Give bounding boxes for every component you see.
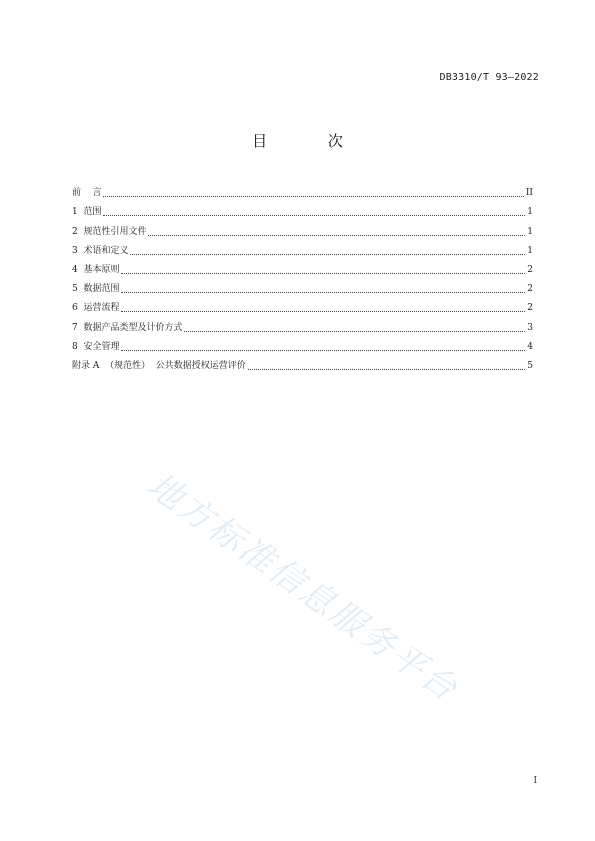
toc-entry-page: II	[525, 188, 533, 199]
toc-entry-label: 6 运营流程	[72, 303, 120, 314]
toc-entry-terms-definitions[interactable]	[72, 238, 533, 257]
toc-entry-appendix-a[interactable]	[72, 353, 533, 372]
toc-entry-label: 5 数据范围	[72, 284, 120, 295]
toc-entry-page: 1	[527, 226, 533, 237]
toc-entry-basic-principles[interactable]	[72, 257, 533, 276]
document-code: DB3310/T 93—2022	[439, 72, 539, 83]
toc-entry-page: 3	[527, 322, 533, 333]
toc-entry-data-scope[interactable]	[72, 276, 533, 295]
toc-entry-page: 1	[527, 207, 533, 218]
toc-entry-scope[interactable]	[72, 199, 533, 218]
toc-entry-page: 5	[527, 360, 533, 371]
toc-entry-label: 1 范围	[72, 207, 102, 218]
toc-entry-label: 前 言	[72, 188, 102, 199]
toc-entry-foreword[interactable]	[72, 180, 533, 199]
toc-dot-leader	[121, 350, 525, 351]
toc-entry-page: 1	[527, 245, 533, 256]
toc-dot-leader	[121, 292, 525, 293]
toc-dot-leader	[184, 331, 525, 332]
toc-entry-page: 2	[527, 284, 533, 295]
toc-dot-leader	[130, 254, 525, 255]
toc-entry-security-management[interactable]	[72, 334, 533, 353]
toc-entry-label: 4 基本原则	[72, 264, 120, 275]
watermark: 地方标准信息服务平台	[139, 465, 467, 711]
page-number: I	[533, 776, 537, 786]
toc-dot-leader	[103, 215, 525, 216]
toc-entry-label: 7 数据产品类型及计价方式	[72, 322, 183, 333]
toc-entry-normative-references[interactable]	[72, 218, 533, 237]
table-of-contents	[72, 180, 533, 372]
toc-entry-page: 2	[527, 264, 533, 275]
toc-entry-label: 8 安全管理	[72, 341, 120, 352]
toc-entry-page: 4	[527, 341, 533, 352]
toc-entry-label: 附录 A （规范性） 公共数据授权运营评价	[72, 360, 246, 371]
toc-entry-product-pricing[interactable]	[72, 314, 533, 333]
toc-dot-leader	[248, 369, 525, 370]
toc-entry-label: 2 规范性引用文件	[72, 226, 147, 237]
toc-title: 目 次	[252, 132, 371, 150]
toc-dot-leader	[121, 273, 525, 274]
toc-entry-label: 3 术语和定义	[72, 245, 129, 256]
toc-dot-leader	[148, 235, 525, 236]
toc-dot-leader	[103, 196, 523, 197]
toc-entry-page: 2	[527, 303, 533, 314]
toc-dot-leader	[121, 311, 525, 312]
toc-entry-operation-process[interactable]	[72, 295, 533, 314]
